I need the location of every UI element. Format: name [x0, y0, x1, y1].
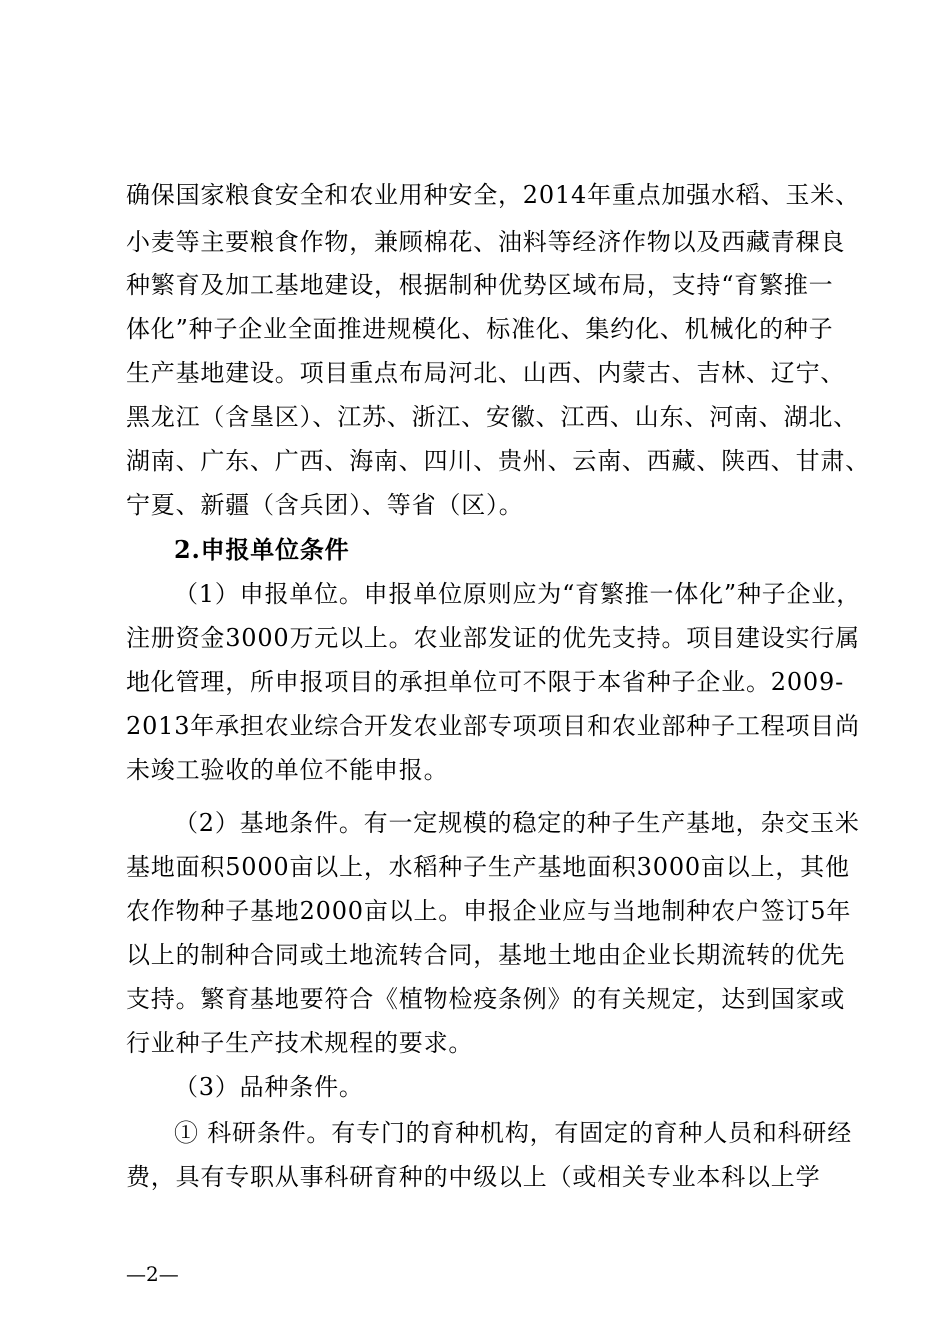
body-text-line: ① 科研条件。有专门的育种机构，有固定的育种人员和科研经	[174, 1119, 853, 1147]
body-text-line: 行业种子生产技术规程的要求。	[126, 1029, 474, 1057]
body-text-line: 生产基地建设。项目重点布局河北、山西、内蒙古、吉林、辽宁、	[126, 359, 846, 387]
body-text-line: 2013年承担农业综合开发农业部专项项目和农业部种子工程项目尚	[126, 712, 860, 740]
body-text-line: 体化”种子企业全面推进规模化、标准化、集约化、机械化的种子	[126, 315, 834, 343]
body-text-line: （2）基地条件。有一定规模的稳定的种子生产基地，杂交玉米	[174, 809, 860, 837]
body-text-line: 支持。繁育基地要符合《植物检疫条例》的有关规定，达到国家或	[126, 985, 846, 1013]
body-text-line: 未竣工验收的单位不能申报。	[126, 756, 449, 784]
body-text-line: 以上的制种合同或土地流转合同，基地土地由企业长期流转的优先	[126, 941, 846, 969]
body-text-line: 黑龙江（含垦区）、江苏、浙江、安徽、江西、山东、河南、湖北、	[126, 403, 858, 431]
body-text-line: 宁夏、新疆（含兵团）、等省（区）。	[126, 491, 524, 519]
body-text-line: 种繁育及加工基地建设，根据制种优势区域布局，支持“育繁推一	[126, 271, 834, 299]
page-number: —2—	[126, 1262, 179, 1286]
body-text-line: 小麦等主要粮食作物，兼顾棉花、油料等经济作物以及西藏青稞良	[126, 228, 846, 256]
body-text-line: 费，具有专职从事科研育种的中级以上（或相关专业本科以上学	[126, 1163, 821, 1191]
body-text-line: 确保国家粮食安全和农业用种安全，2014年重点加强水稻、玉米、	[126, 181, 860, 209]
body-text-line: 基地面积5000亩以上，水稻种子生产基地面积3000亩以上，其他	[126, 853, 850, 881]
body-text-line: 农作物种子基地2000亩以上。申报企业应与当地制种农户签订5年	[126, 897, 852, 925]
body-text-line: 注册资金3000万元以上。农业部发证的优先支持。项目建设实行属	[126, 624, 860, 652]
body-text-line: 湖南、广东、广西、海南、四川、贵州、云南、西藏、陕西、甘肃、	[126, 447, 870, 475]
body-text-line: （3）品种条件。	[174, 1073, 364, 1101]
body-text-line: （1）申报单位。申报单位原则应为“育繁推一体化”种子企业，	[174, 580, 862, 608]
body-text-line: 地化管理，所申报项目的承担单位可不限于本省种子企业。2009-	[126, 668, 844, 696]
section-heading: 2.申报单位条件	[174, 535, 350, 564]
